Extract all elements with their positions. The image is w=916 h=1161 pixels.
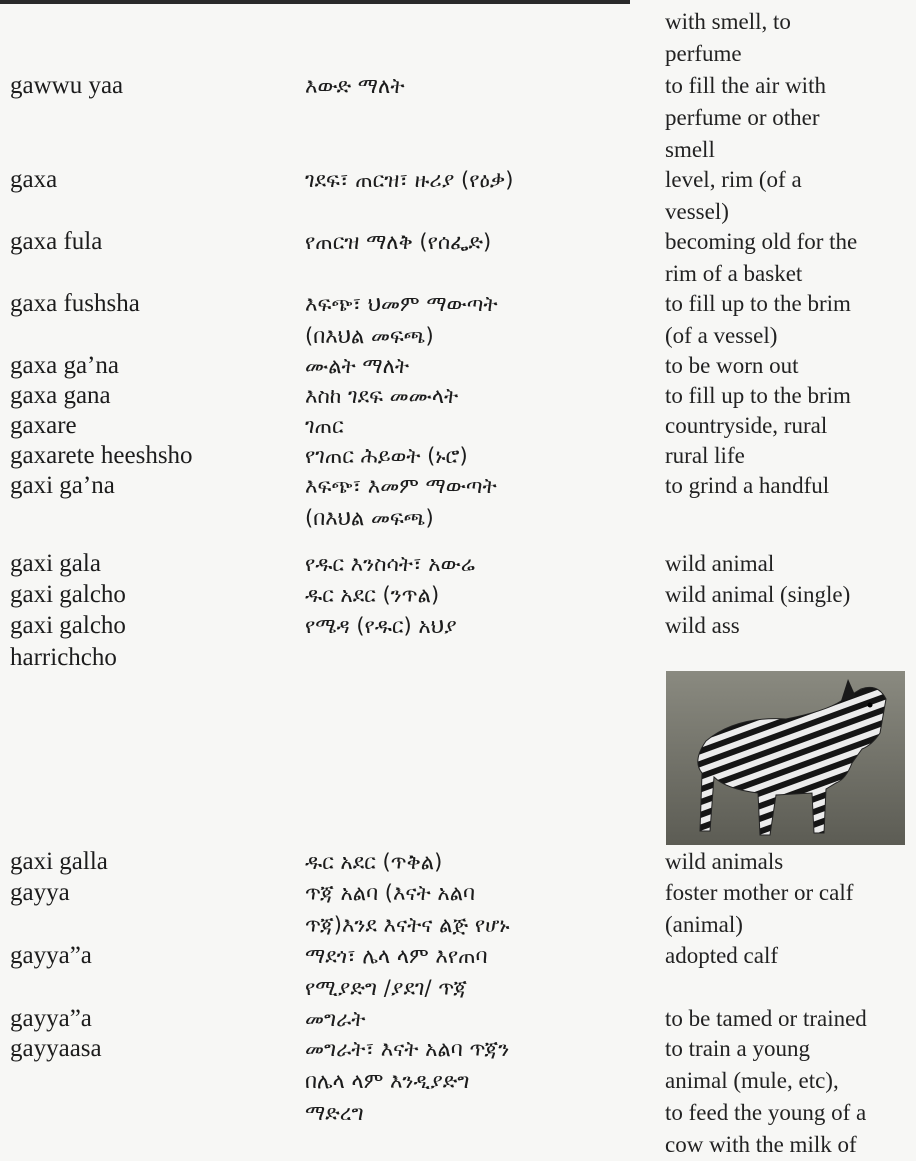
term: gayyaasa (10, 1035, 102, 1062)
english-gloss: to fill the air with perfume or other smell (665, 73, 826, 162)
amharic-gloss: ገጠር (305, 414, 344, 438)
amharic-gloss: የዱር እንስሳት፣ አውሬ (305, 552, 475, 576)
english-gloss: to fill up to the brim (665, 383, 851, 408)
term: gaxa ga’na (10, 352, 119, 379)
english-gloss: to be worn out (665, 353, 799, 378)
english-gloss: countryside, rural (665, 413, 828, 438)
english-gloss: to grind a handful (665, 473, 830, 498)
english-gloss: to fill up to the brim (of a vessel) (665, 291, 851, 348)
amharic-gloss: ጥጃ አልባ (እናት አልባ ጥጃ)እንደ እናትና ልጅ የሆኑ (305, 881, 510, 937)
zebra-photo (666, 671, 905, 845)
amharic-gloss: መግራት፣ እናት አልባ ጥጃን በሌላ ላም እንዲያድግ ማድረግ (305, 1037, 510, 1125)
english-gloss: level, rim (of a vessel) (665, 167, 802, 224)
amharic-gloss: የገጠር ሕይወት (ኑሮ) (305, 444, 468, 468)
amharic-gloss: እውድ ማለት (305, 74, 405, 98)
amharic-gloss: መግራት (305, 1007, 366, 1031)
english-gloss: becoming old for the rim of a basket (665, 229, 858, 286)
amharic-gloss: ማደጎ፣ ሌላ ላም እየጠባ የሚያድግ /ያደገ/ ጥጃ (305, 944, 488, 1000)
term: gawwu yaa (10, 72, 124, 99)
english-gloss: to train a young animal (mule, etc), to feed the young of a cow with the milk of (665, 1036, 867, 1157)
term: gaxarete heeshsho (10, 442, 193, 469)
term: gayya (10, 879, 70, 906)
amharic-gloss: የሜዳ (የዱር) አህያ (305, 614, 457, 638)
term: gaxa fula (10, 228, 103, 255)
top-rule (0, 0, 630, 4)
term: gaxi gala (10, 550, 101, 577)
term: gaxi galcho (10, 581, 126, 608)
english-gloss: to be tamed or trained (665, 1006, 867, 1031)
english-gloss: wild animals (665, 849, 784, 874)
term: gaxa fushsha (10, 290, 140, 317)
amharic-gloss: እፍጭ፣ ህመም ማውጣት (በእህል መፍጫ) (305, 292, 498, 348)
term: gaxi galcho harrichcho (10, 612, 126, 671)
amharic-gloss: ዱር አደር (ጥቅል) (305, 850, 443, 874)
amharic-gloss: የጠርዝ ማለቅ (የሰፌድ) (305, 230, 492, 254)
amharic-gloss: እፍጭ፣ እመም ማውጣት (በእህል መፍጫ) (305, 474, 497, 530)
english-gloss: wild animal (single) (665, 582, 851, 607)
term: gayya”a (10, 942, 92, 969)
english-gloss: with smell, to perfume (665, 9, 791, 66)
english-gloss: rural life (665, 443, 745, 468)
english-gloss: foster mother or calf (animal) (665, 880, 854, 937)
term: gaxi galla (10, 848, 108, 875)
amharic-gloss: ሙልት ማለት (305, 354, 410, 378)
english-gloss: adopted calf (665, 943, 779, 968)
term: gaxi ga’na (10, 472, 115, 499)
amharic-gloss: ገደፍ፣ ጠርዝ፣ ዙሪያ (የዕቃ) (305, 168, 514, 192)
amharic-gloss: ዱር አደር (ንጥል) (305, 583, 440, 607)
english-gloss: wild ass (665, 613, 740, 638)
term: gaxare (10, 412, 77, 439)
english-gloss: wild animal (665, 551, 775, 576)
term: gaxa gana (10, 382, 111, 409)
term: gaxa (10, 166, 58, 193)
amharic-gloss: እስከ ገደፍ መሙላት (305, 384, 459, 408)
term: gayya”a (10, 1005, 92, 1032)
